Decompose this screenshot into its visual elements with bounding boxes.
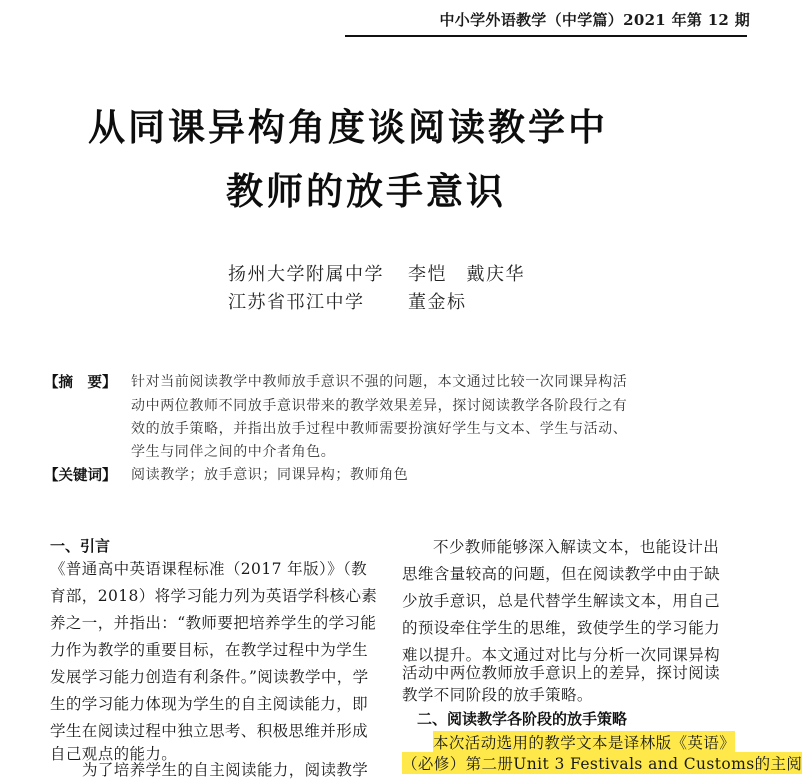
journal-header: 中小学外语教学（中学篇）2021 年第 12 期	[439, 11, 750, 29]
highlighted-line: （必修）第二册Unit 3 Festivals and Customs的主阅	[402, 752, 802, 774]
body-line: 的预设牵住学生的思维，致使学生的学习能力	[402, 619, 721, 637]
body-line: 《普通高中英语课程标准（2017 年版）》（教	[50, 560, 368, 578]
abstract-line: 动中两位教师不同放手意识带来的教学效果差异，探讨阅读教学各阶段行之有	[131, 398, 628, 414]
author-names: 李恺 戴庆华	[408, 264, 525, 285]
highlighted-line: 本次活动选用的教学文本是译林版《英语》	[433, 731, 735, 753]
body-line: 力作为教学的重要目标，在教学过程中为学生	[50, 641, 369, 659]
body-line: 为了培养学生的自主阅读能力，阅读教学	[82, 761, 369, 779]
author-affiliation: 扬州大学附属中学	[228, 264, 384, 285]
section-heading-strategies: 二、阅读教学各阶段的放手策略	[417, 710, 628, 728]
body-line: 育部，2018）将学习能力列为英语学科核心素	[50, 587, 378, 605]
article-title-line-1: 从同课异构角度谈阅读教学中	[88, 105, 608, 149]
author-names: 董金标	[408, 292, 467, 313]
body-line: 教学不同阶段的放手策略。	[402, 686, 593, 704]
abstract-line: 针对当前阅读教学中教师放手意识不强的问题，本文通过比较一次同课异构活	[131, 374, 628, 390]
section-heading-intro: 一、引言	[50, 537, 111, 555]
body-line: 不少教师能够深入解读文本，也能设计出	[433, 538, 720, 556]
body-line: 养之一，并指出：“教师要把培养学生的学习能	[50, 614, 377, 632]
author-row	[228, 260, 525, 286]
author-row	[228, 288, 467, 314]
abstract-label: 【摘 要】	[44, 375, 117, 391]
keywords-label: 【关键词】	[44, 468, 117, 484]
header-rule	[345, 35, 747, 37]
article-title-line-2: 教师的放手意识	[226, 169, 506, 213]
body-line: 难以提升。本文通过对比与分析一次同课异构	[402, 646, 721, 664]
body-line: 自己观点的能力。	[50, 745, 178, 763]
body-line: 思维含量较高的问题，但在阅读教学中由于缺	[402, 565, 721, 583]
keywords-text: 阅读教学；放手意识；同课异构；教师角色	[131, 467, 409, 483]
body-line: 活动中两位教师放手意识上的差异，探讨阅读	[402, 664, 721, 682]
body-line: 学生在阅读过程中独立思考、积极思维并形成	[50, 722, 369, 740]
abstract-line: 效的放手策略，并指出放手过程中教师需要扮演好学生与文本、学生与活动、	[131, 421, 628, 437]
author-affiliation: 江苏省邗江中学	[228, 292, 365, 313]
body-line: 生的学习能力体现为学生的自主阅读能力，即	[50, 695, 369, 713]
body-line: 少放手意识，总是代替学生解读文本，用自己	[402, 592, 721, 610]
body-line: 发展学习能力创造有利条件。”阅读教学中，学	[50, 668, 369, 686]
abstract-line: 学生与同伴之间的中介者角色。	[131, 444, 336, 460]
